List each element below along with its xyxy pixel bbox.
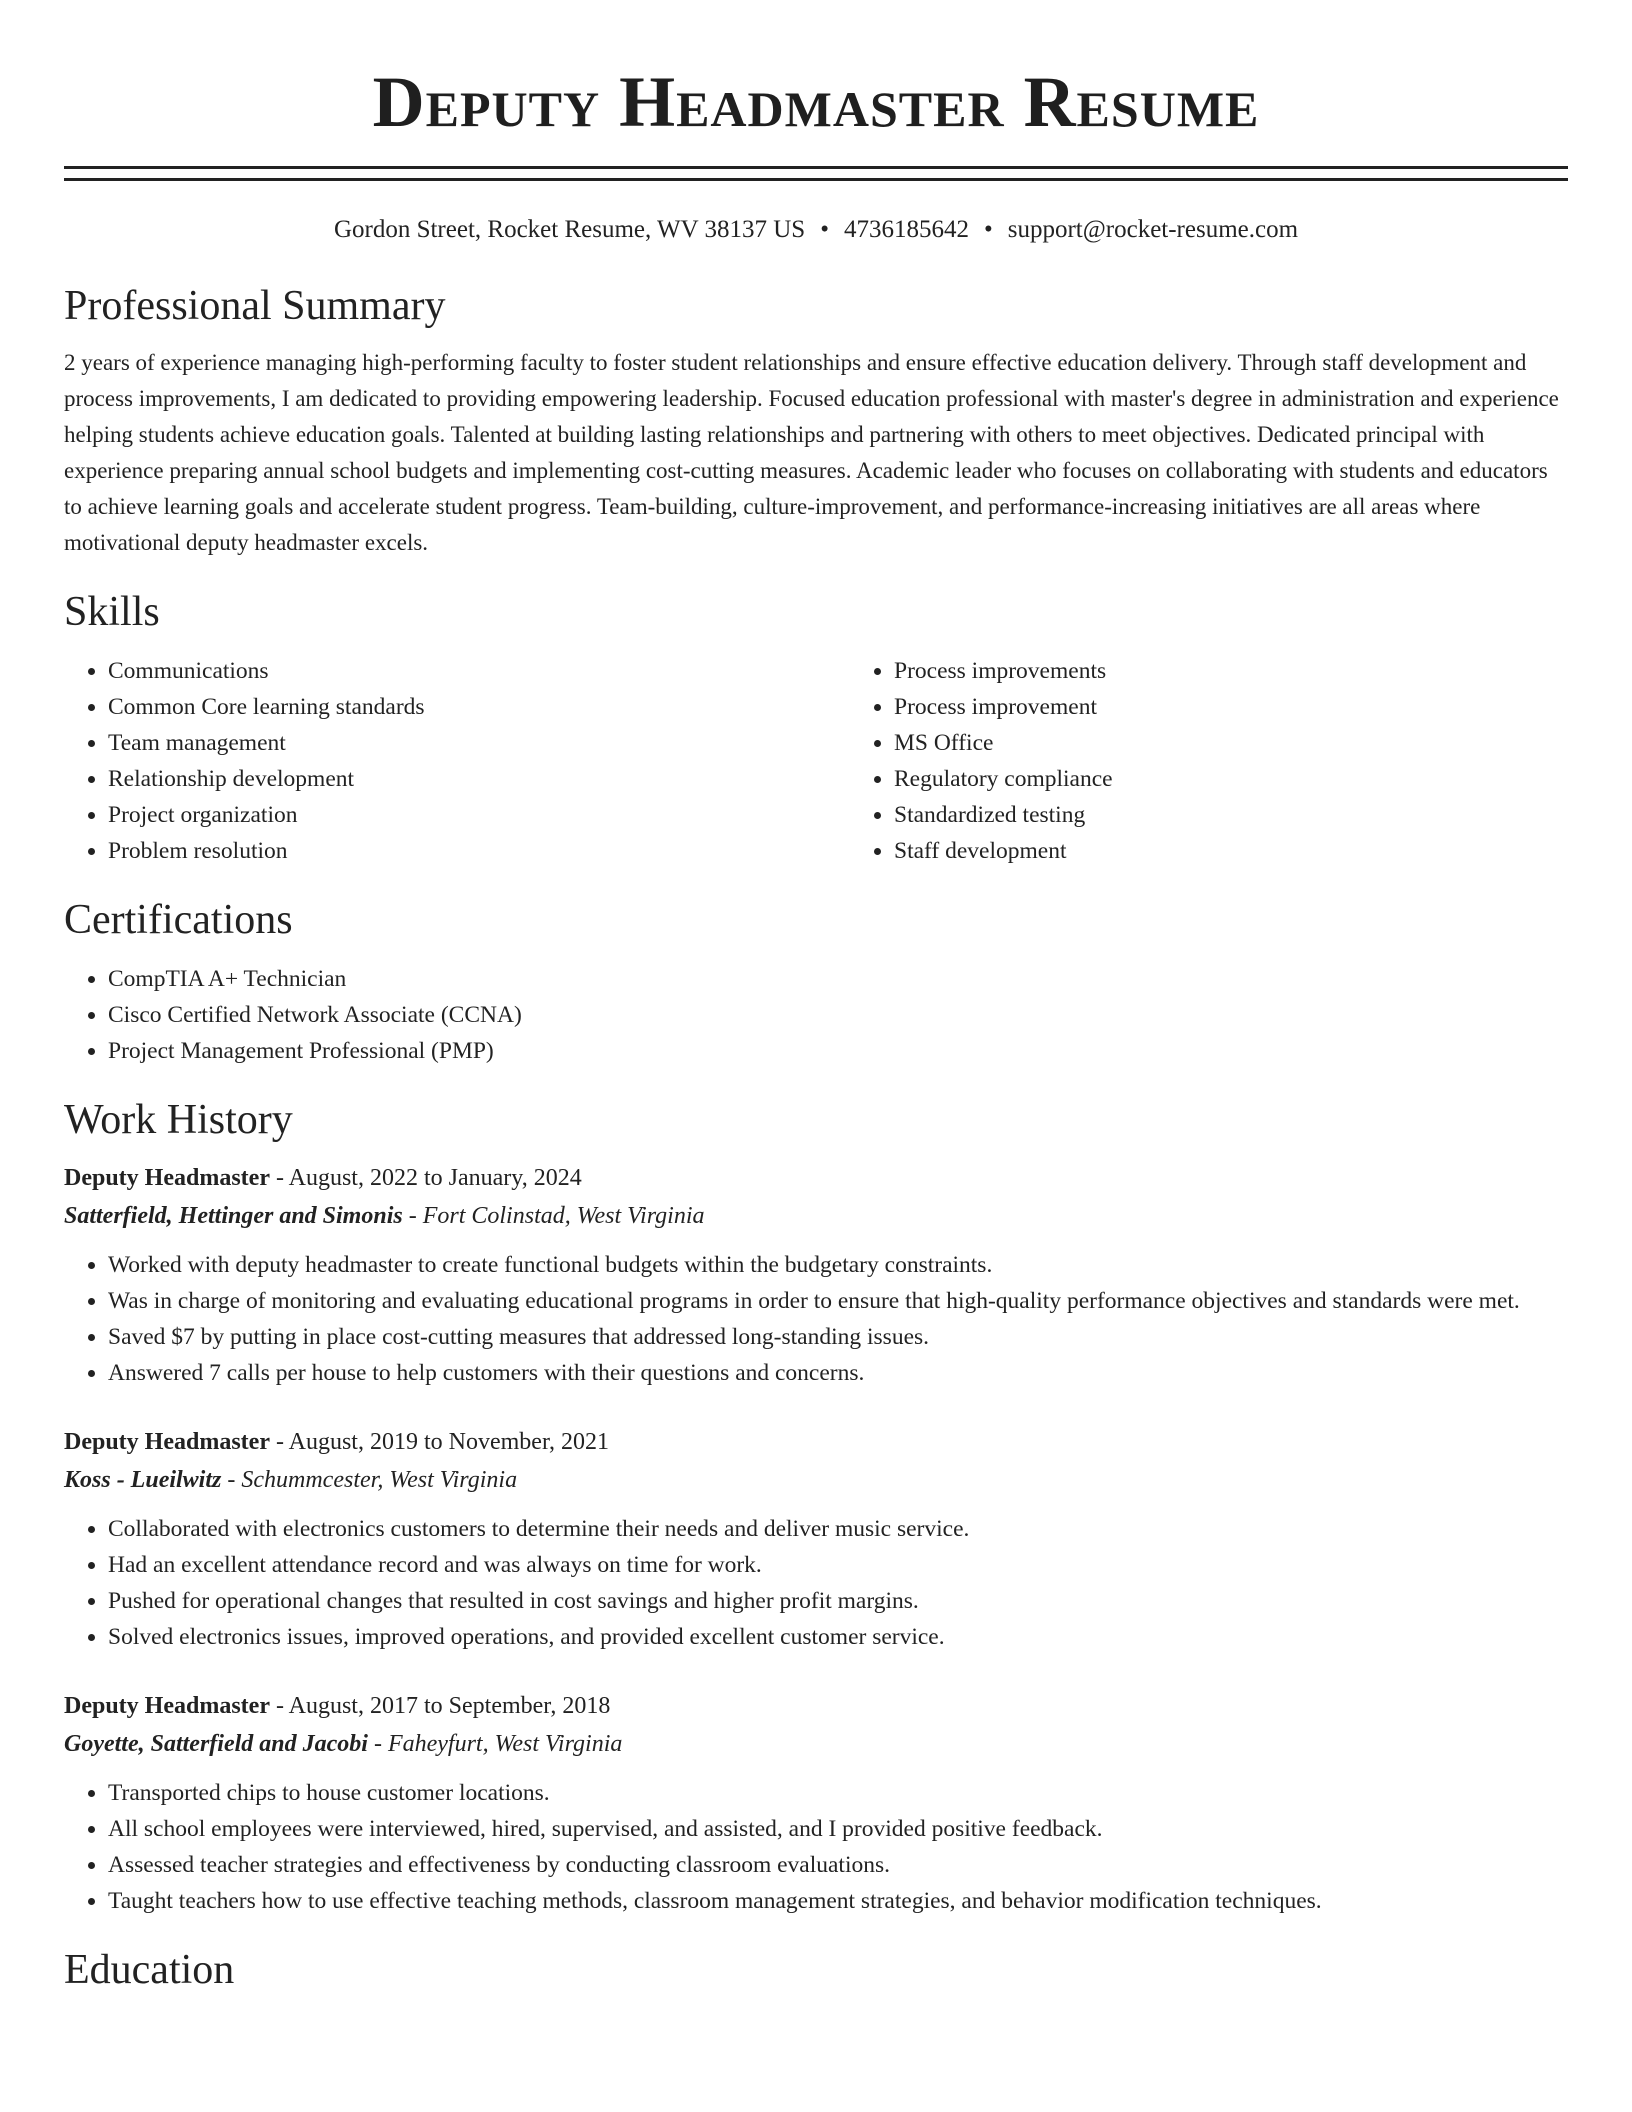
job-bullet: • All school employees were interviewed, hired, supervised, and assisted, and I provided positive feedback.	[108, 1811, 1568, 1847]
contact-phone: 4736185642	[843, 216, 969, 243]
job-bullet: • Solved electronics issues, improved operations, and provided excellent customer service.	[108, 1619, 1568, 1655]
job-dates: - August, 2022 to January, 2024	[269, 1165, 582, 1191]
skill-item: • Communications	[108, 653, 850, 689]
skill-item: • MS Office	[894, 725, 1632, 761]
job-bullet: • Pushed for operational changes that resulted in cost savings and higher profit margins.	[108, 1583, 1568, 1619]
certification-item: • Cisco Certified Network Associate (CCNA)	[108, 997, 1568, 1033]
contact-separator: •	[983, 216, 993, 243]
skills-section	[64, 587, 1568, 869]
title-divider	[64, 166, 1568, 181]
work-history-section	[64, 1095, 1568, 1919]
contact-line	[64, 213, 1568, 247]
job-bullets	[64, 1511, 1568, 1655]
job-title: Deputy Headmaster	[64, 1165, 270, 1191]
job-bullets	[64, 1775, 1568, 1919]
job-dates: - August, 2017 to September, 2018	[269, 1693, 611, 1719]
certifications-section	[64, 895, 1568, 1069]
job-title: Deputy Headmaster	[64, 1429, 270, 1455]
job-title-line	[64, 1159, 1568, 1197]
job-bullet: • Answered 7 calls per house to help customers with their questions and concerns.	[108, 1355, 1568, 1391]
job-bullet: • Was in charge of monitoring and evaluating educational programs in order to ensure that high-quality performance objectives and standards were met.	[108, 1283, 1568, 1319]
skill-item: • Regulatory compliance	[894, 761, 1632, 797]
page-title: Deputy Headmaster Resume	[372, 62, 1260, 142]
skill-item: • Process improvement	[894, 689, 1632, 725]
job-company: Koss - Lueilwitz	[64, 1467, 222, 1493]
skill-item: • Relationship development	[108, 761, 850, 797]
summary-text: 2 years of experience managing high-performing faculty to foster student relationships and ensure effective education delivery. Through staff development and process improvements, I am dedicated to providing empowering leadership. Focused education professional with master's degree in administration and experience helping students achieve education goals. Talented at building lasting relationships and partnering with others to meet objectives. Dedicated principal with experience preparing annual school budgets and implementing cost-cutting measures. Academic leader who focuses on collaborating with students and educators to achieve learning goals and accelerate student progress. Team-building, culture-improvement, and performance-increasing initiatives are all areas where motivational deputy headmaster excels.	[64, 350, 1559, 555]
skills-columns	[64, 653, 1568, 869]
job-title-line	[64, 1423, 1568, 1461]
job-location: - Schummcester, West Virginia	[221, 1467, 518, 1493]
job-bullet: • Worked with deputy headmaster to create functional budgets within the budgetary constraints.	[108, 1247, 1568, 1283]
job-bullet: • Collaborated with electronics customers to determine their needs and deliver music service.	[108, 1511, 1568, 1547]
skill-item: • Staff development	[894, 833, 1632, 869]
work-history-heading: Work History	[64, 1097, 293, 1143]
skill-item: • Common Core learning standards	[108, 689, 850, 725]
certification-item: • CompTIA A+ Technician	[108, 961, 1568, 997]
contact-address: Gordon Street, Rocket Resume, WV 38137 US	[333, 216, 806, 243]
contact-separator: •	[820, 216, 829, 243]
job-company: Satterfield, Hettinger and Simonis	[64, 1203, 403, 1229]
contact-email: support@rocket-resume.com	[1007, 216, 1299, 243]
job-title: Deputy Headmaster	[64, 1693, 270, 1719]
job-entry	[64, 1159, 1568, 1391]
job-bullet: • Assessed teacher strategies and effectiveness by conducting classroom evaluations.	[108, 1847, 1568, 1883]
certifications-heading: Certifications	[64, 897, 293, 943]
skill-item: • Team management	[108, 725, 850, 761]
job-company: Goyette, Satterfield and Jacobi	[64, 1731, 368, 1757]
job-location: - Fort Colinstad, West Virginia	[402, 1203, 705, 1229]
job-bullets	[64, 1247, 1568, 1391]
job-bullet: • Saved $7 by putting in place cost-cutting measures that addressed long-standing issues.	[108, 1319, 1568, 1355]
skills-list-right	[850, 653, 1632, 869]
skill-item: • Project organization	[108, 797, 850, 833]
job-location: - Faheyfurt, West Virginia	[367, 1731, 623, 1757]
job-bullet: • Transported chips to house customer locations.	[108, 1775, 1568, 1811]
skills-heading: Skills	[64, 589, 160, 635]
skill-item: • Standardized testing	[894, 797, 1632, 833]
job-title-line	[64, 1687, 1568, 1725]
skill-item: • Problem resolution	[108, 833, 850, 869]
job-bullet: • Taught teachers how to use effective teaching methods, classroom management strategies, and behavior modification techniques.	[108, 1883, 1568, 1919]
summary-heading: Professional Summary	[64, 283, 446, 329]
job-bullet: • Had an excellent attendance record and was always on time for work.	[108, 1547, 1568, 1583]
job-company-line	[64, 1197, 1568, 1235]
certifications-list	[64, 961, 1568, 1069]
job-entry	[64, 1423, 1568, 1655]
job-dates: - August, 2019 to November, 2021	[269, 1429, 609, 1455]
skills-list-left	[64, 653, 850, 869]
job-company-line	[64, 1461, 1568, 1499]
certification-item: • Project Management Professional (PMP)	[108, 1033, 1568, 1069]
skill-item: • Process improvements	[894, 653, 1632, 689]
education-heading: Education	[64, 1947, 235, 1993]
job-entry	[64, 1687, 1568, 1919]
job-company-line	[64, 1725, 1568, 1763]
education-section	[64, 1945, 1568, 1995]
summary-section	[64, 281, 1568, 561]
